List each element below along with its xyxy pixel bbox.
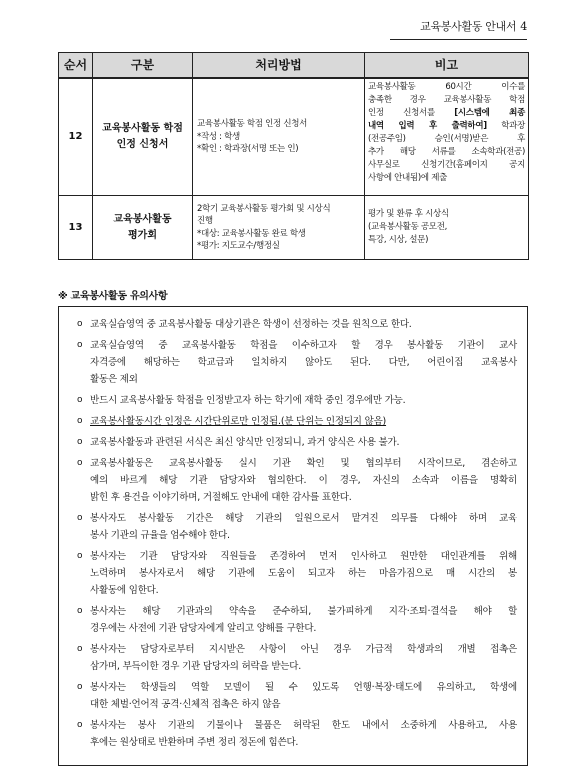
- bullet-marker: o: [77, 340, 83, 350]
- notice-line: 반드시 교육봉사활동 학점을 인정받고자 하는 학기에 재학 중인 경우에만 가능.: [90, 395, 406, 406]
- table-row: [59, 78, 529, 196]
- column-header-order: 순서: [59, 53, 93, 78]
- notice-line: 봉사자는 기관 담당자와 직원들을 존경하여 먼저 인사하고 원만한 대인관계를 위해: [90, 551, 517, 562]
- method-line: *작성 : 학생: [197, 131, 240, 142]
- category-line: 교육봉사활동: [113, 213, 172, 225]
- notice-box: [58, 306, 528, 766]
- method-line: *평가: 지도교수/행정실: [197, 241, 280, 251]
- bullet-marker: o: [77, 513, 83, 523]
- notice-line: 봉사자는 담당자로부터 지시받은 사항이 아닌 경우 가급적 학생과의 개별 접촉은: [90, 644, 517, 655]
- notice-item: [77, 413, 517, 430]
- notice-text: [90, 434, 517, 451]
- bullet-marker: o: [77, 437, 83, 447]
- bullet-marker: o: [77, 720, 83, 730]
- method-line: *확인 : 학과장(서명 또는 인): [197, 144, 299, 154]
- notice-line: 봉사자도 봉사활동 기간은 해당 기관의 일원으로서 맡겨진 의무를 다해야 하며 교육: [90, 513, 517, 524]
- notice-item: [77, 641, 517, 675]
- bullet-marker: o: [77, 644, 83, 654]
- notice-section-title: ※ 교육봉사활동 유의사항: [58, 291, 168, 302]
- row-category: [93, 78, 193, 196]
- remark-line: 평가 및 환류 후 시상식: [368, 209, 449, 219]
- page-header: [390, 14, 527, 40]
- notice-line: 사활동에 임한다.: [90, 585, 159, 596]
- notice-text: [90, 510, 517, 544]
- remark-line: 사항에 안내됨)에 제출: [368, 172, 448, 183]
- notice-line: 교육실습영역 중 교육봉사활동 대상기관은 학생이 선정하는 것을 원칙으로 한다.: [90, 319, 412, 330]
- row-number: 12: [59, 78, 93, 196]
- bullet-marker: o: [77, 682, 83, 692]
- table-row: [59, 196, 529, 260]
- notice-text: [90, 679, 517, 713]
- notice-item: [77, 717, 517, 751]
- notice-line: 자격증에 해당하는 학교급과 일치하지 않아도 된다. 다만, 어린이집 교육봉사: [90, 357, 517, 368]
- remark-line: 교육봉사활동 60시간 이수를: [368, 81, 525, 92]
- column-header-method: 처리방법: [193, 53, 365, 78]
- row-number: 13: [59, 196, 93, 260]
- notice-item: [77, 337, 517, 388]
- notice-text: [90, 641, 517, 675]
- header-title: 교육봉사활동 안내서: [420, 20, 517, 33]
- procedure-table: [58, 52, 529, 260]
- notice-line: 봉사자는 학생들의 역할 모델이 될 수 있도록 언행·복장·태도에 유의하고, 학생에: [90, 682, 517, 693]
- notice-line: 교육봉사활동과 관련된 서식은 최신 양식만 인정되니, 과거 양식은 사용 불가.: [90, 437, 400, 448]
- remark-line: 특강, 시상, 설문): [368, 235, 429, 245]
- notice-item: [77, 510, 517, 544]
- notice-item: [77, 392, 517, 409]
- notice-line: 봉사자는 봉사 기관의 기물이나 물품은 허락된 한도 내에서 소중하게 사용하고, 사용: [90, 720, 517, 731]
- notice-text: [90, 717, 517, 751]
- remark-line: 충족한 경우 교육봉사활동 학점: [368, 94, 525, 105]
- notice-line: 교육봉사활동은 교육봉사활동 실시 기관 확인 및 협의부터 시작이므로, 겸손하고: [90, 458, 517, 469]
- bullet-marker: o: [77, 458, 83, 468]
- bullet-marker: o: [77, 395, 83, 405]
- page-number: 4: [520, 20, 527, 33]
- category-line: 교육봉사활동 학점: [102, 122, 183, 134]
- bullet-marker: o: [77, 551, 83, 561]
- notice-line: 경우에는 사전에 기관 담당자에게 알리고 양해를 구한다.: [90, 623, 317, 634]
- row-method: [193, 196, 365, 260]
- remark-line: (교육봉사활동 공모전,: [368, 222, 448, 232]
- notice-line: 봉사자는 해당 기관과의 약속을 준수하되, 불가피하게 지각·조퇴·결석을 해야 할: [90, 606, 517, 617]
- notice-text: [90, 392, 517, 409]
- method-line: *대상: 교육봉사활동 완료 학생: [197, 228, 306, 239]
- method-line: 진행: [197, 216, 213, 226]
- remark-line: 추가 해당 서류를 소속학과(전공): [368, 146, 525, 157]
- column-header-category: 구분: [93, 53, 193, 78]
- notice-line: 봉사 기관의 규율을 엄수해야 한다.: [90, 530, 230, 541]
- bullet-marker: o: [77, 606, 83, 616]
- notice-line: 예의 바르게 해당 기관 담당자와 협의한다. 이 경우, 자신의 소속과 이름을 명확히: [90, 475, 517, 486]
- table-header-row: [59, 53, 529, 78]
- notice-item: [77, 316, 517, 333]
- notice-line: 교육봉사활동시간 인정은 시간단위로만 인정됨.(분 단위는 인정되지 않음): [90, 416, 387, 427]
- method-line: 2학기 교육봉사활동 평가회 및 시상식: [197, 203, 331, 214]
- notice-item: [77, 603, 517, 637]
- remark-line: 인정 신청서를 [시스템에 최종: [368, 107, 525, 118]
- remark-line: 사무실로 신청기간(홈페이지 공지: [368, 159, 525, 170]
- row-remarks: [365, 196, 529, 260]
- method-line: 교육봉사활동 학점 인정 신청서: [197, 119, 308, 129]
- notice-text: [90, 455, 517, 506]
- notice-item: [77, 548, 517, 599]
- category-line: 평가회: [128, 229, 157, 241]
- row-category: [93, 196, 193, 260]
- notice-text: [90, 413, 517, 430]
- category-line: 인정 신청서: [116, 138, 169, 150]
- notice-item: [77, 434, 517, 451]
- column-header-remarks: 비고: [365, 53, 529, 78]
- notice-text: [90, 603, 517, 637]
- bullet-marker: o: [77, 416, 83, 426]
- notice-text: [90, 548, 517, 599]
- notice-item: [77, 679, 517, 713]
- notice-text: [90, 316, 517, 333]
- remark-line: 내역 입력 후 출력하여] 학과장: [368, 120, 526, 131]
- notice-line: 대한 체벌·언어적 공격·신체적 접촉은 하지 않음: [90, 699, 281, 710]
- notice-line: 활동은 제외: [90, 374, 138, 385]
- notice-item: [77, 455, 517, 506]
- row-method: [193, 78, 365, 196]
- row-remarks: [365, 78, 529, 196]
- bullet-marker: o: [77, 319, 83, 329]
- notice-line: 노력하며 봉사자로서 해당 기관에 도움이 되고자 하는 마음가짐으로 매 시간의 봉: [90, 568, 517, 579]
- notice-line: 삼가며, 부득이한 경우 기관 담당자의 허락을 받는다.: [90, 661, 302, 672]
- notice-text: [90, 337, 517, 388]
- notice-line: 교육실습영역 중 교육봉사활동 학점을 이수하고자 할 경우 봉사활동 기관이 교사: [90, 340, 517, 351]
- notice-line: 후에는 원상태로 반환하며 주변 정리 정돈에 힘쓴다.: [90, 737, 299, 748]
- remark-line: (전공주임) 승인(서명)받은 후: [368, 133, 525, 144]
- notice-line: 밝힌 후 용건을 이야기하며, 거절해도 안내에 대한 감사를 표한다.: [90, 492, 352, 503]
